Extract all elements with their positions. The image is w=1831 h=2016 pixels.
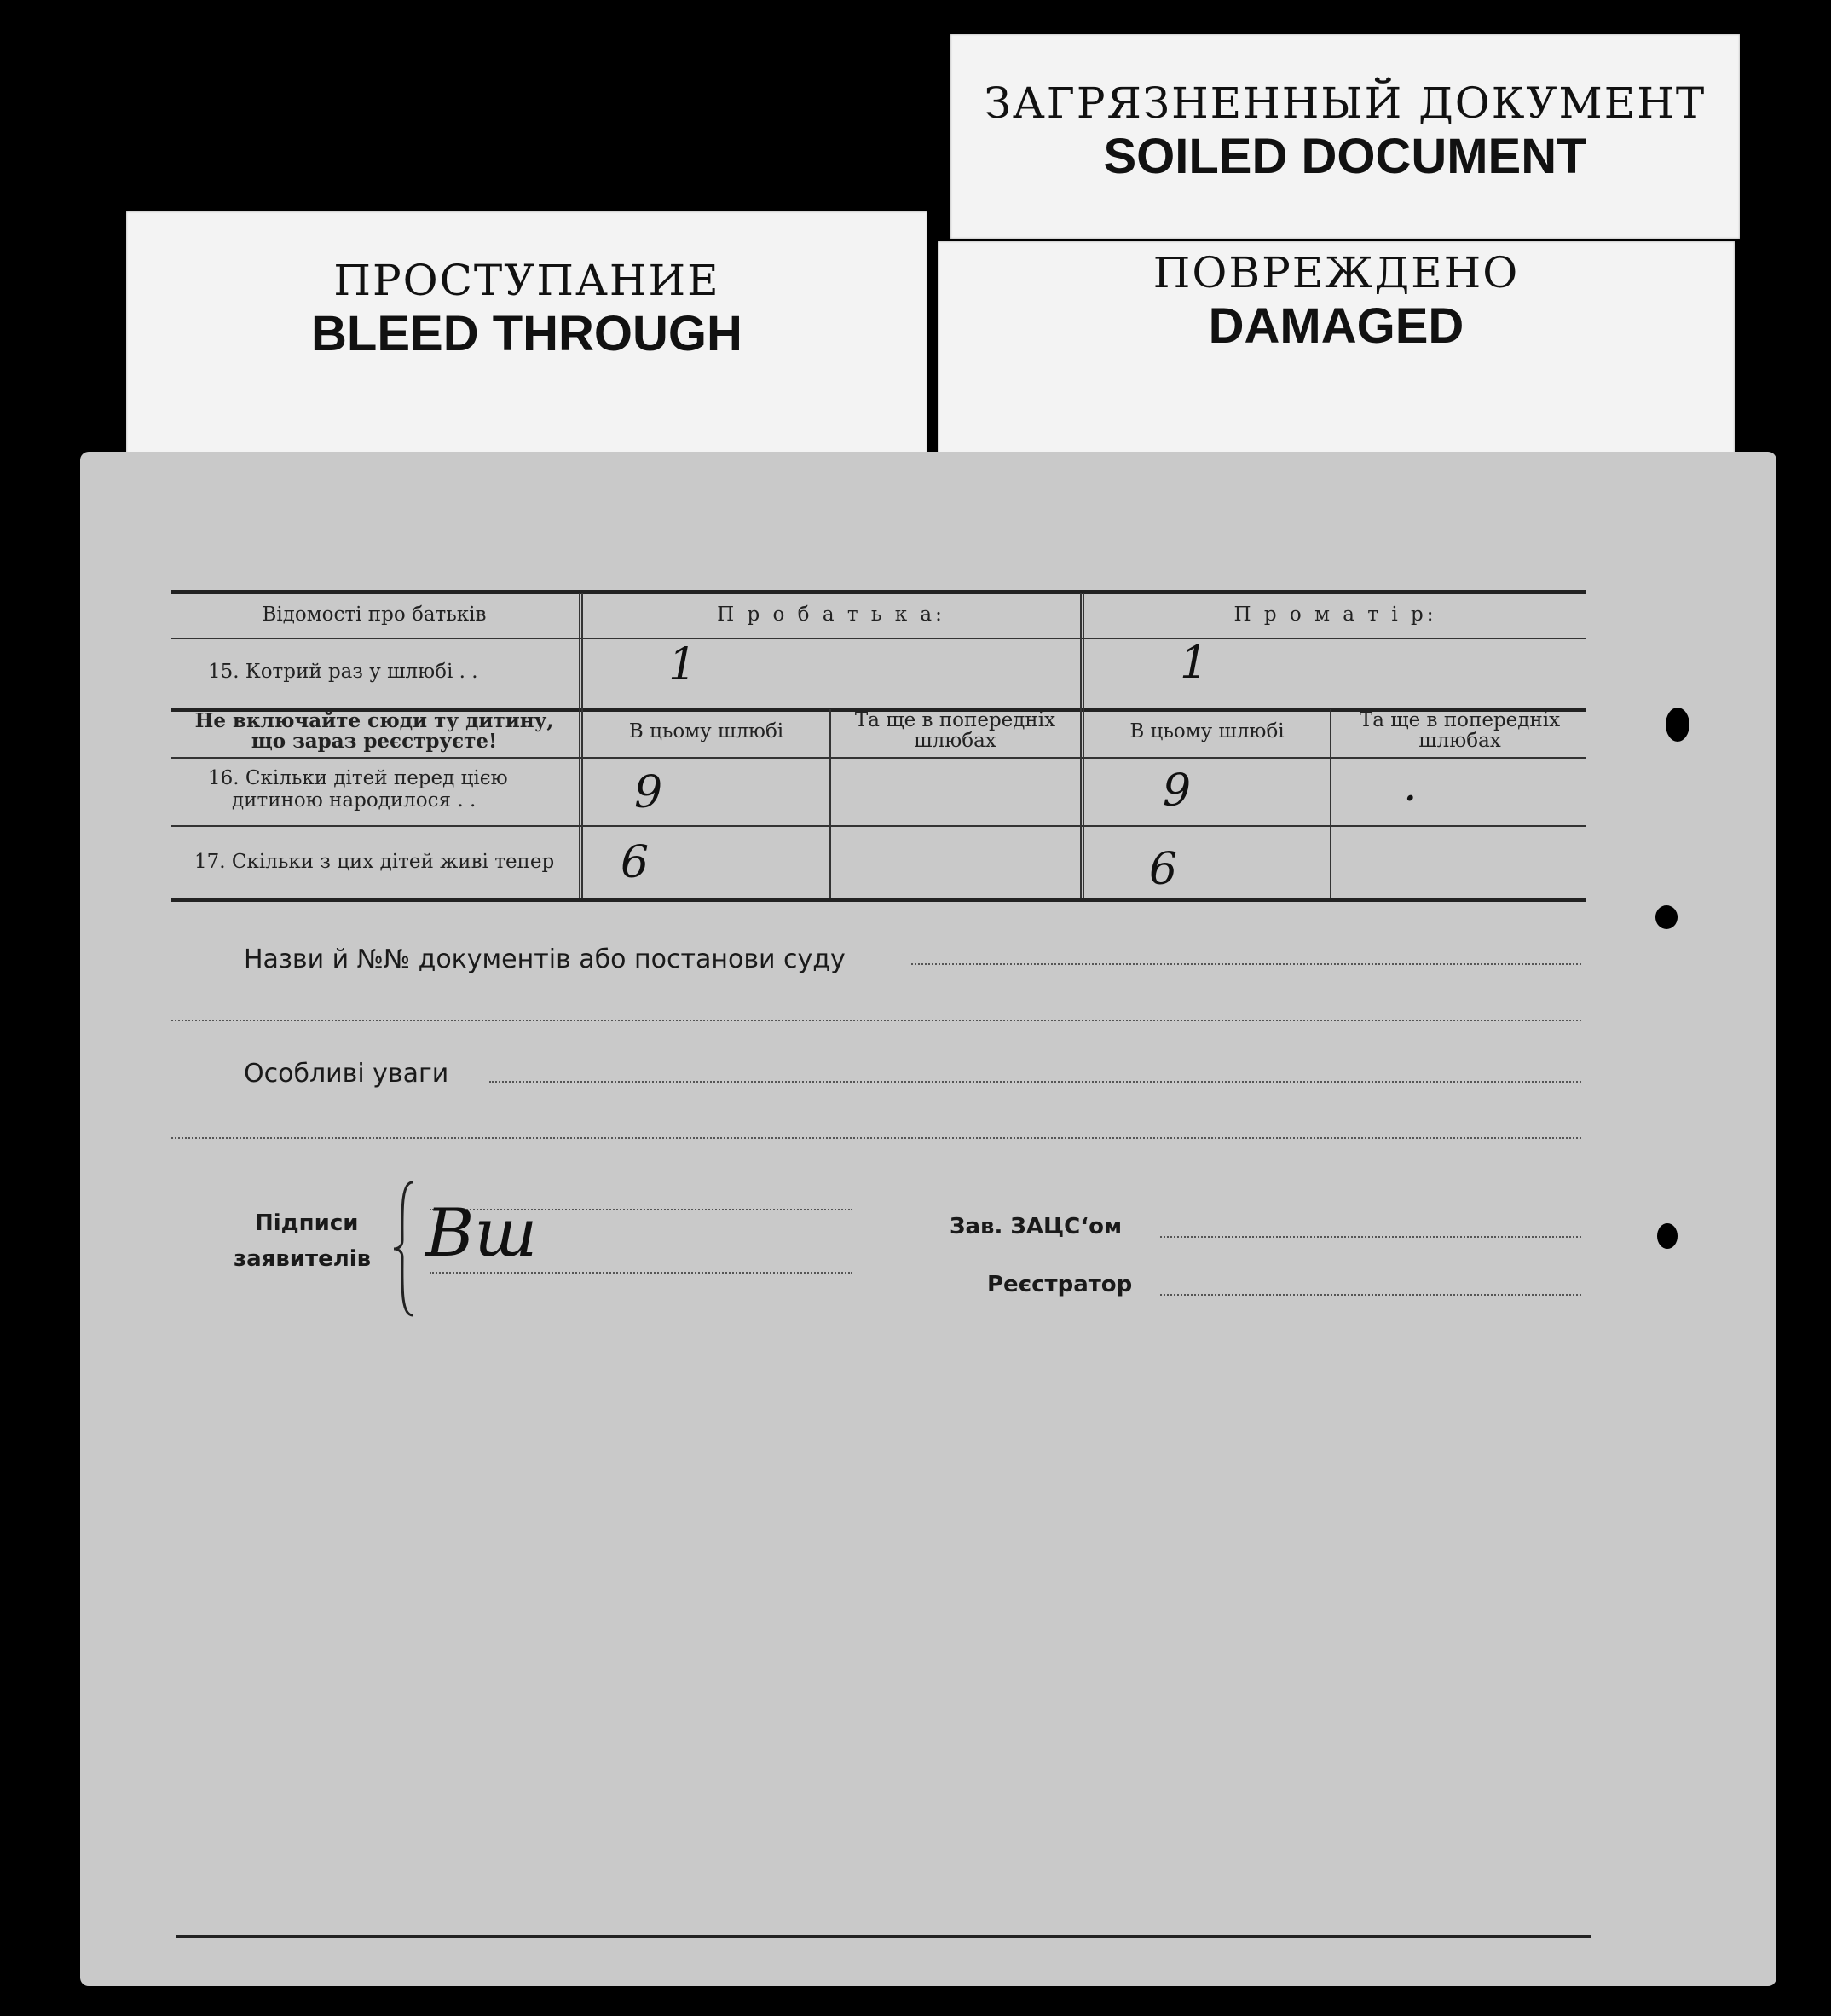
head-signature-line xyxy=(1160,1236,1581,1238)
registrar-signature-line xyxy=(1160,1294,1581,1296)
remarks-field-label: Особливі уваги xyxy=(244,1059,449,1089)
table-rule xyxy=(171,757,1586,759)
applicants-signatures-label-2: заявителів xyxy=(234,1246,372,1272)
applicant-signature-line-2 xyxy=(430,1272,852,1274)
documents-field-label: Назви й №№ документів або постанови суду xyxy=(244,944,846,974)
punch-hole xyxy=(1666,708,1689,742)
row15-mother-value: 1 xyxy=(1180,638,1209,689)
mother-header: П р о м а т і р: xyxy=(1233,604,1437,626)
mother-previous-header-1: Та ще в попередніх xyxy=(1359,709,1561,731)
row15-label: 15. Котрий раз у шлюбі . . xyxy=(208,661,478,683)
damaged-label-en: DAMAGED xyxy=(1208,298,1464,354)
row15-father-value: 1 xyxy=(668,639,697,690)
documents-field-line-2 xyxy=(171,1020,1581,1021)
documents-field-line xyxy=(911,963,1581,965)
registrar-label: Реєстратор xyxy=(987,1272,1133,1297)
bleed-through-label xyxy=(126,211,927,467)
row16-mother-prev-value: . xyxy=(1403,760,1418,812)
damaged-label xyxy=(938,241,1735,469)
remarks-field-line-2 xyxy=(171,1137,1581,1139)
parents-info-header: Відомості про батьків xyxy=(262,604,487,626)
applicants-signatures-label-1: Підписи xyxy=(255,1210,359,1236)
row16-mother-this-value: 9 xyxy=(1163,765,1192,817)
soiled-label-ru: ЗАГРЯЗНЕННЫЙ ДОКУМЕНТ xyxy=(984,78,1707,128)
table-column-divider xyxy=(829,709,831,898)
mother-previous-header-2: шлюбах xyxy=(1418,730,1501,752)
table-column-divider xyxy=(1080,593,1084,898)
soiled-label-en: SOILED DOCUMENT xyxy=(1103,129,1587,184)
row16-father-this-value: 9 xyxy=(634,767,663,818)
table-bottom-rule xyxy=(171,898,1586,902)
note-line-1: Не включайте сюди ту дитину, xyxy=(194,709,554,732)
soiled-document-label xyxy=(950,34,1740,239)
table-column-divider xyxy=(1330,709,1331,898)
father-previous-header-1: Та ще в попередніх xyxy=(854,709,1056,731)
row17-mother-this-value: 6 xyxy=(1149,844,1178,895)
bleed-label-ru: ПРОСТУПАНИЕ xyxy=(333,256,720,305)
mother-this-marriage-header: В цьому шлюбі xyxy=(1129,720,1285,742)
table-top-rule xyxy=(171,590,1586,594)
page-bottom-rule xyxy=(176,1935,1591,1938)
row17-father-this-value: 6 xyxy=(621,837,650,888)
remarks-field-line xyxy=(489,1081,1581,1083)
damaged-label-ru: ПОВРЕЖДЕНО xyxy=(1152,248,1520,297)
father-header: П р о б а т ь к а: xyxy=(717,604,945,626)
punch-hole xyxy=(1655,905,1678,929)
applicant-signature: Вш xyxy=(425,1195,538,1272)
row16-label-line-1: 16. Скільки дітей перед цією xyxy=(208,767,508,789)
document-page xyxy=(80,452,1776,1986)
note-line-2: що зараз реєструєте! xyxy=(251,730,498,753)
row17-label: 17. Скільки з цих дітей живі тепер xyxy=(194,851,555,873)
punch-hole xyxy=(1657,1223,1678,1249)
father-this-marriage-header: В цьому шлюбі xyxy=(628,720,784,742)
bleed-label-en: BLEED THROUGH xyxy=(311,306,742,361)
father-previous-header-2: шлюбах xyxy=(914,730,996,752)
row16-label-line-2: дитиною народилося . . xyxy=(232,789,477,812)
brace-icon xyxy=(392,1181,418,1317)
head-of-registry-label: Зав. ЗАЦС‘ом xyxy=(950,1214,1123,1239)
table-rule xyxy=(171,825,1586,827)
table-rule xyxy=(171,638,1586,639)
table-column-divider xyxy=(579,593,583,898)
